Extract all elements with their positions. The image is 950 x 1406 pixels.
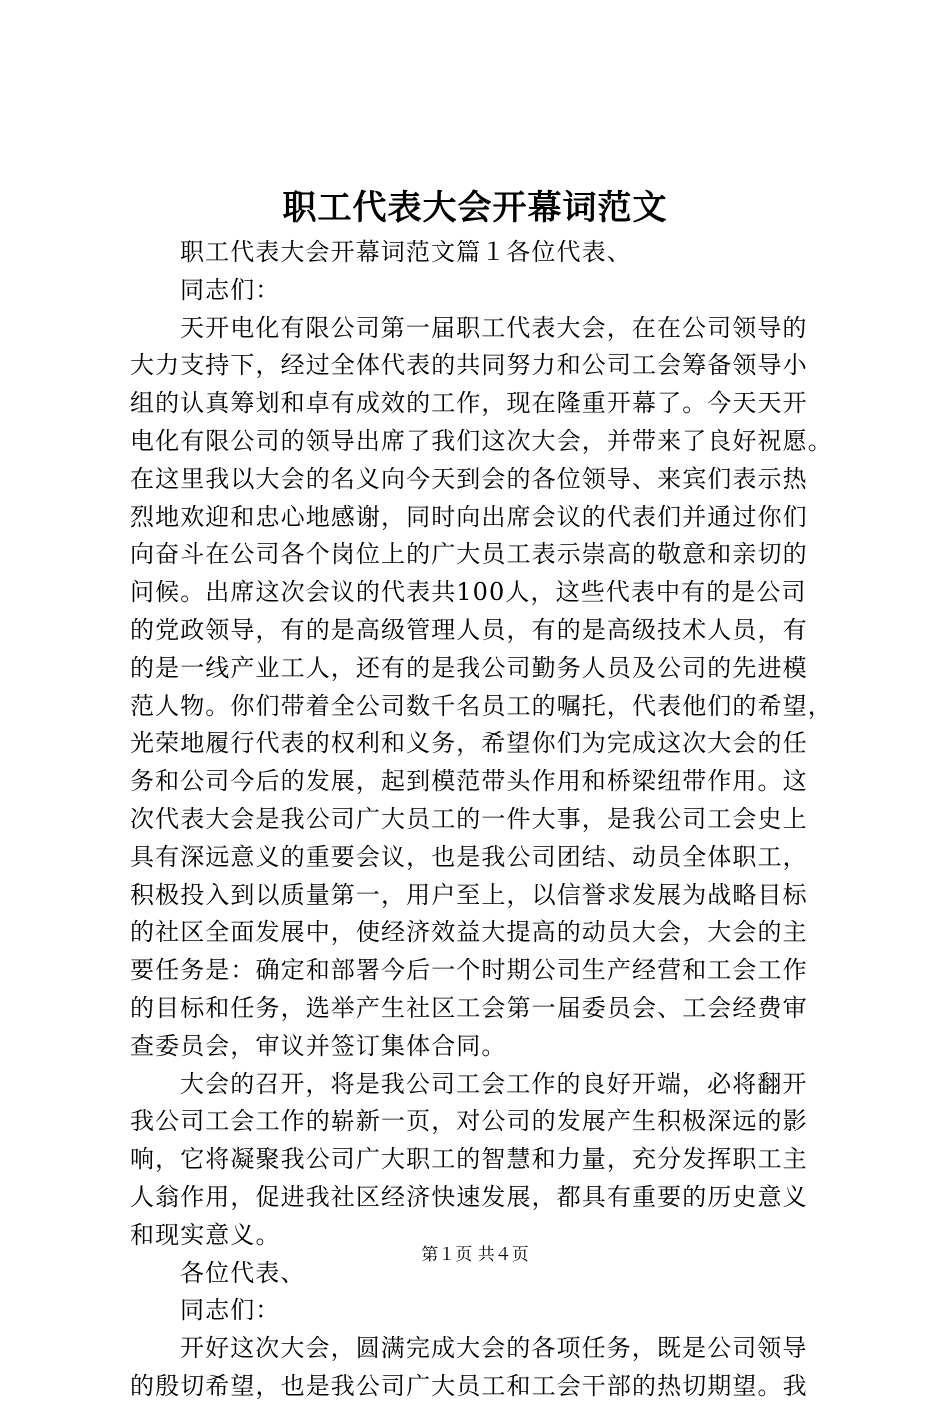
text-line: 电化有限公司的领导出席了我们这次大会，并带来了良好祝愿。 [130,426,833,455]
text-line: 大力支持下，经过全体代表的共同努力和公司工会筹备领导小 [130,351,808,380]
text-line: 同志们： [180,1296,281,1325]
text-line: 的是一线产业工人，还有的是我公司勤务人员及公司的先进模 [130,653,808,682]
text-line: 的社区全面发展中，使经济效益大提高的动员大会，大会的主 [130,918,808,947]
text-line: 职工代表大会开幕词范文篇１各位代表、 [180,238,632,266]
text-line: 大会的召开，将是我公司工会工作的良好开端，必将翻开 [180,1069,808,1098]
text-line: 务和公司今后的发展，起到模范带头作用和桥梁纽带作用。这 [130,767,808,796]
text-line: 在这里我以大会的名义向今天到会的各位领导、来宾们表示热 [130,464,808,493]
text-line: 的殷切希望，也是我公司广大员工和工会干部的热切期望。我 [130,1371,808,1400]
text-line: 光荣地履行代表的权利和义务，希望你们为完成这次大会的任 [130,729,808,758]
text-line: 同志们： [180,275,281,304]
text-line: 响，它将凝聚我公司广大职工的智慧和力量，充分发挥职工主 [130,1145,808,1174]
text-line: 问候。出席这次会议的代表共100人，这些代表中有的是公司 [130,578,807,607]
text-line: 具有深远意义的重要会议，也是我公司团结、动员全体职工， [130,842,808,871]
text-line: 积极投入到以质量第一，用户至上，以信誉求发展为战略目标 [130,880,808,909]
document-body [130,234,833,1406]
text-line: 我公司工会工作的崭新一页，对公司的发展产生积极深远的影 [130,1107,808,1136]
text-line: 人翁作用，促进我社区经济快速发展，都具有重要的历史意义 [130,1182,808,1211]
page-title: 职工代表大会开幕词范文 [282,188,668,228]
text-line: 烈地欢迎和忠心地感谢，同时向出席会议的代表们并通过你们 [130,502,808,531]
text-line: 的目标和任务，选举产生社区工会第一届委员会、工会经费审 [130,993,808,1022]
text-line: 组的认真筹划和卓有成效的工作，现在隆重开幕了。今天天开 [130,389,808,418]
text-line: 范人物。你们带着全公司数千名员工的嘱托，代表他们的希望， [130,691,833,720]
text-line: 次代表大会是我公司广大员工的一件大事，是我公司工会史上 [130,804,808,833]
text-line: 要任务是：确定和部署今后一个时期公司生产经营和工会工作 [130,956,808,985]
text-line: 的党政领导，有的是高级管理人员，有的是高级技术人员，有 [130,615,808,644]
text-line: 和现实意义。 [130,1220,281,1249]
text-line: 天开电化有限公司第一届职工代表大会，在在公司领导的 [180,313,808,342]
text-line: 开好这次大会，圆满完成大会的各项任务，既是公司领导 [180,1334,808,1363]
text-line: 向奋斗在公司各个岗位上的广大员工表示崇高的敬意和亲切的 [130,540,808,569]
page-footer: 第１页 共４页 [421,1245,529,1265]
text-line: 查委员会，审议并签订集体合同。 [130,1031,507,1060]
text-line: 各位代表、 [180,1258,306,1287]
